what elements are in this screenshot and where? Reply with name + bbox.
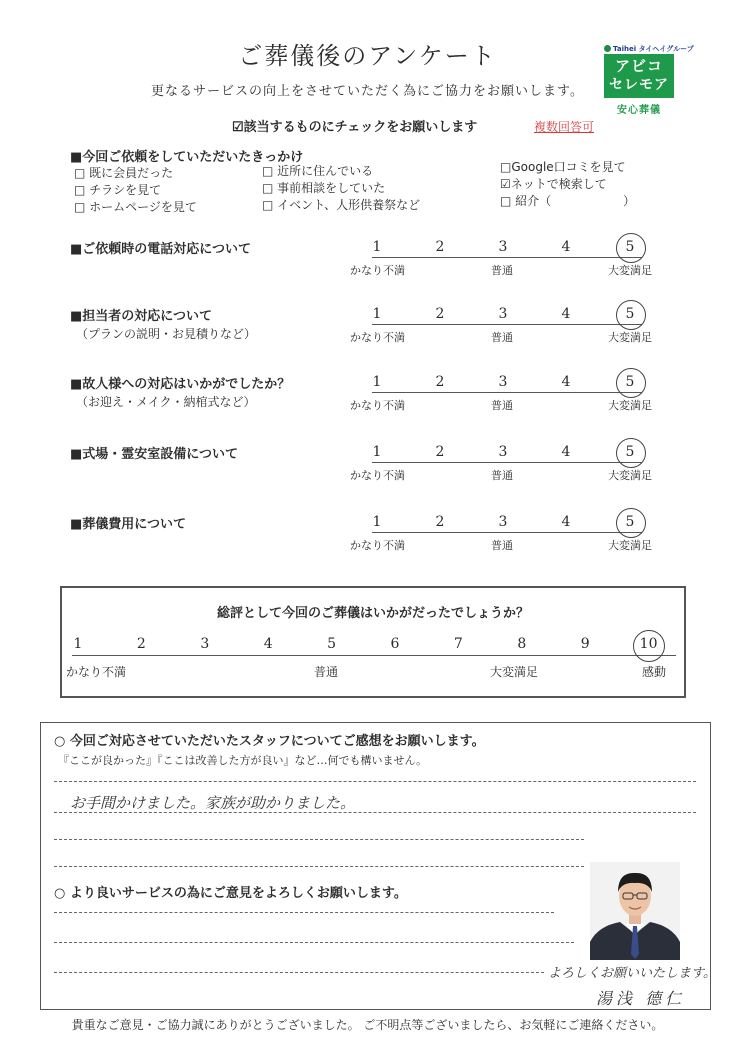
selected-circle — [616, 233, 646, 263]
rating-option-4[interactable]: 4 — [561, 514, 571, 530]
trigger-option[interactable]: □ 近所に住んでいる — [262, 164, 374, 178]
overall-option-4[interactable]: 4 — [263, 636, 273, 652]
scale-label-mid: 普通 — [491, 539, 513, 552]
rating-option-1[interactable]: 1 — [372, 306, 382, 322]
rating-option-5[interactable]: 5 — [625, 306, 635, 322]
scale-label-high: 大変満足 — [608, 399, 652, 412]
rating-scale-line — [372, 462, 642, 463]
trigger-option-checked[interactable]: ☑ネットで検索して — [500, 177, 607, 191]
rating-scale-line — [372, 257, 642, 258]
overall-option-3[interactable]: 3 — [200, 636, 210, 652]
staff-heading: ○ 今回ご対応させていただいたスタッフについてご感想をお願いします。 — [54, 734, 485, 749]
rating-option-1[interactable]: 1 — [372, 514, 382, 530]
selected-circle — [616, 508, 646, 538]
staff-signature: 湯浅 德仁 — [596, 989, 686, 1008]
rating-heading: ■担当者の対応について — [70, 309, 213, 324]
rating-heading: ■ご依頼時の電話対応について — [70, 242, 252, 257]
rating-heading: ■故人様への対応はいかがでしたか？ — [70, 377, 291, 392]
rating-scale-line — [372, 532, 642, 533]
answer-line — [54, 839, 584, 840]
rating-option-2[interactable]: 2 — [435, 306, 445, 322]
overall-label-top: 感動 — [642, 665, 667, 679]
rating-option-3[interactable]: 3 — [498, 444, 508, 460]
rating-option-2[interactable]: 2 — [435, 374, 445, 390]
brand-group-label: Taihei タイヘイグループ — [604, 44, 694, 54]
overall-option-8[interactable]: 8 — [517, 636, 527, 652]
rating-option-1[interactable]: 1 — [372, 374, 382, 390]
trigger-option[interactable]: □ 事前相談をしていた — [262, 181, 386, 195]
logo-tagline: 安心葬儀 — [617, 105, 661, 116]
page-title: ご葬儀後のアンケート — [238, 42, 497, 70]
scale-label-low: かなり不満 — [350, 539, 405, 552]
scale-label-low: かなり不満 — [350, 399, 405, 412]
rating-option-5[interactable]: 5 — [625, 514, 635, 530]
rating-option-5[interactable]: 5 — [625, 374, 635, 390]
answer-line — [54, 912, 554, 913]
answer-line — [54, 812, 696, 813]
selected-circle — [616, 300, 646, 330]
scale-label-high: 大変満足 — [608, 539, 652, 552]
rating-heading: ■葬儀費用について — [70, 517, 187, 532]
trigger-option[interactable]: □ イベント、人形供養祭など — [262, 198, 421, 212]
overall-option-1[interactable]: 1 — [73, 636, 83, 652]
trigger-option[interactable]: □ 紹介（ ） — [500, 194, 636, 208]
selected-circle — [616, 438, 646, 468]
rating-option-3[interactable]: 3 — [498, 306, 508, 322]
overall-option-6[interactable]: 6 — [390, 636, 400, 652]
overall-label-low: かなり不満 — [66, 665, 127, 679]
rating-option-5[interactable]: 5 — [625, 239, 635, 255]
rating-scale-line — [372, 324, 642, 325]
trigger-option[interactable]: □ ホームページを見て — [74, 200, 197, 214]
rating-heading: ■式場・霊安室設備について — [70, 447, 239, 462]
multi-select-note: 複数回答可 — [534, 120, 595, 134]
rating-option-4[interactable]: 4 — [561, 444, 571, 460]
rating-option-3[interactable]: 3 — [498, 374, 508, 390]
footer-note: 貴重なご意見・ご協力誠にありがとうございました。 ご不明点等ございましたら、お気軽にご連絡ください。 — [71, 1018, 664, 1032]
rating-option-3[interactable]: 3 — [498, 239, 508, 255]
instruction-text: ☑該当するものにチェックをお願いします — [232, 120, 478, 135]
rating-option-5[interactable]: 5 — [625, 444, 635, 460]
rating-subheading: （プランの説明・お見積りなど） — [76, 327, 257, 341]
overall-option-5[interactable]: 5 — [327, 636, 337, 652]
overall-option-9[interactable]: 9 — [580, 636, 590, 652]
answer-line — [54, 781, 696, 782]
rating-option-2[interactable]: 2 — [435, 514, 445, 530]
rating-option-4[interactable]: 4 — [561, 306, 571, 322]
scale-label-low: かなり不満 — [350, 264, 405, 277]
brand-dot-icon — [604, 45, 611, 52]
rating-option-1[interactable]: 1 — [372, 239, 382, 255]
answer-line — [54, 972, 544, 973]
logo-line2: セレモア — [609, 77, 669, 93]
service-heading: ○ より良いサービスの為にご意見をよろしくお願いします。 — [54, 886, 407, 901]
scale-label-high: 大変満足 — [608, 469, 652, 482]
rating-option-2[interactable]: 2 — [435, 239, 445, 255]
staff-portrait-icon — [590, 862, 680, 960]
staff-photo — [590, 862, 680, 960]
staff-hint: 『ここが良かった』『ここは改善した方が良い』など…何でも構いません。 — [58, 754, 428, 767]
rating-subheading: （お迎え・メイク・納棺式など） — [76, 395, 256, 409]
scale-label-low: かなり不満 — [350, 331, 405, 344]
rating-option-4[interactable]: 4 — [561, 374, 571, 390]
scale-label-mid: 普通 — [491, 264, 513, 277]
selected-circle — [616, 368, 646, 398]
company-logo — [604, 54, 674, 98]
answer-line — [54, 942, 574, 943]
trigger-heading: ■今回ご依頼をしていただいたきっかけ — [70, 150, 304, 165]
trigger-option[interactable]: □ 既に会員だった — [74, 166, 174, 180]
overall-option-7[interactable]: 7 — [453, 636, 463, 652]
page-subtitle: 更なるサービスの向上をさせていただく為にご協力をお願いします。 — [151, 84, 584, 99]
trigger-option[interactable]: □ チラシを見て — [74, 183, 162, 197]
rating-option-2[interactable]: 2 — [435, 444, 445, 460]
logo-line1: アビコ — [614, 57, 663, 75]
scale-label-mid: 普通 — [491, 399, 513, 412]
staff-message: よろしくお願いいたします。 — [548, 966, 716, 981]
overall-label-high: 大変満足 — [490, 665, 539, 679]
scale-label-mid: 普通 — [491, 469, 513, 482]
selected-circle — [633, 630, 665, 662]
overall-scale-line — [72, 655, 676, 656]
rating-option-1[interactable]: 1 — [372, 444, 382, 460]
overall-option-2[interactable]: 2 — [136, 636, 146, 652]
scale-label-high: 大変満足 — [608, 331, 652, 344]
rating-option-3[interactable]: 3 — [498, 514, 508, 530]
rating-option-4[interactable]: 4 — [561, 239, 571, 255]
staff-answer[interactable]: お手間かけました。家族が助かりました。 — [70, 794, 356, 812]
overall-question: 総評として今回のご葬儀はいかがだったでしょうか？ — [216, 606, 529, 621]
rating-scale-line — [372, 392, 642, 393]
scale-label-mid: 普通 — [491, 331, 513, 344]
scale-label-low: かなり不満 — [350, 469, 405, 482]
trigger-option[interactable]: □Google口コミを見て — [500, 160, 626, 174]
answer-line — [54, 866, 584, 867]
scale-label-high: 大変満足 — [608, 264, 652, 277]
overall-option-10[interactable]: 10 — [639, 636, 658, 652]
overall-label-mid: 普通 — [314, 665, 339, 679]
